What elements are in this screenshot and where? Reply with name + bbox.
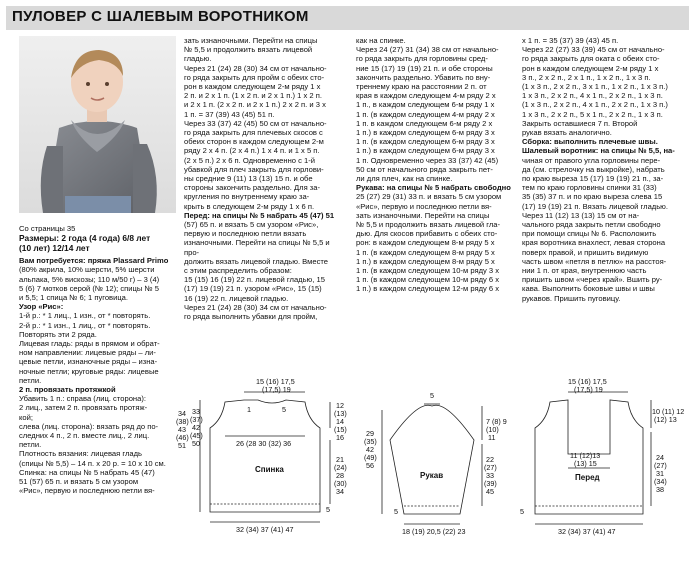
text-line: должить вязать лицевой гладью. Вместе (184, 256, 329, 266)
text-line: 2 п. провязать протяжкой (19, 385, 116, 395)
back-left-dim: 43 (178, 425, 186, 434)
text-line: Рукава: на спицы № 5 набрать свободно (356, 183, 511, 193)
text-line: крыть в следующем 2-м ряду 1 х 6 п. (184, 201, 315, 211)
text-line: треннему краю на расстоянии 2 п. от (356, 82, 487, 92)
sleeve-right-dim: (10) (486, 425, 499, 434)
front-cuff-dim: 5 (520, 507, 524, 516)
text-line: (1 х 3 п., 2 х 2 п., 4 х 1 п., 2 х 2 п., 1 х 3 п.) (522, 100, 668, 110)
text-line: да (см. стрелочку на выкройке), набрать (522, 164, 665, 174)
text-line: ние 15 (17) 19 (19) 21 п. и обе стороны (356, 63, 493, 73)
text-line: Сборка: выполнить плечевые швы. (522, 137, 658, 147)
sleeve-right-dim: 22 (486, 455, 494, 464)
page-title: ПУЛОВЕР С ШАЛЕВЫМ ВОРОТНИКОМ (12, 8, 309, 25)
text-line: (80% акрила, 10% шерсти, 5% шерсти (19, 265, 155, 275)
sleeve-right-dim: (27) (484, 463, 497, 472)
text-line: рукавов. Пришить пуговицу. (522, 293, 621, 303)
text-line: 2-й р.: * 1 изн., 1 лиц., от * повторять. (19, 320, 151, 330)
text-line: 1 п., в каждом следующем 6-м ряду 1 х (356, 100, 495, 110)
text-line: Через 24 (27) 31 (34) 38 см от начально- (356, 45, 499, 55)
front-right-dim: 38 (656, 485, 664, 494)
text-line: «Рис», первую и последнюю петли вя- (19, 486, 155, 496)
text-line: как на спинке. (356, 36, 406, 45)
text-line: дью. Для скосов прибавить с обеих сто- (356, 229, 498, 239)
text-line: 2 п. и 2 х 1 п. (1 х 2 п. и 2 х 1 п.) 1 х 2 п. (184, 91, 322, 101)
sleeve-left-dim: (35) (364, 437, 377, 446)
back-right-dim: 12 (336, 401, 344, 410)
back-left-dim: (37) (190, 415, 203, 424)
text-line: часть швом «петля в петлю» на расстоя- (522, 256, 667, 266)
text-line: 25 (27) 29 (31) 33 п. и вязать 5 см узором (356, 192, 502, 202)
text-line: 2 лиц., затем 2 п. провязать протяж- (19, 403, 148, 413)
back-right-dim: (13) (334, 409, 347, 418)
text-line: го ряда закрыть для плечевых скосов с (184, 128, 323, 138)
back-small-dim: 1 (247, 405, 251, 414)
text-line: 1 п. (в каждом следующем 4-м ряду 2 х (356, 109, 495, 119)
back-right-dim: (30) (334, 479, 347, 488)
text-line: 51 (57) 65 п. и вязать 5 см узором (19, 477, 139, 487)
text-line: следних 4 п., 2 п. вместе лиц., 2 лиц. (19, 431, 150, 441)
text-line: края в каждом следующем 4-м ряду 2 х (356, 91, 496, 101)
source-note: Со страницы 35 (19, 224, 76, 233)
text-line: цевые петли, изнаночные ряды – изна- (19, 357, 158, 367)
text-line: (2 х 5 п.) 2 х 6 п. Одновременно с 1-й (184, 155, 315, 165)
text-line: пришить швом «через край». Вшить ру- (522, 275, 663, 285)
text-line: го ряда закрыть для пройм с обеих сто- (184, 72, 325, 82)
back-left-dim: 42 (192, 423, 200, 432)
text-line: 15 (15) 16 (19) 22 п. лицевой гладью, 15 (184, 275, 325, 285)
front-top-dim-2: (17,5) 19 (574, 385, 603, 394)
front-right-dim: 31 (656, 469, 664, 478)
text-line: (17) 19 (19) 21 п. Вязать лицевой гладью. (522, 201, 668, 211)
text-line: Убавить 1 п.: справа (лиц. сторона): (19, 394, 146, 404)
sleeve-right-dim: 45 (486, 487, 494, 496)
text-line: закончить раздельно. Убавить по вну- (356, 72, 491, 82)
sleeve-label: Рукав (420, 471, 444, 480)
sleeve-right-dim: 11 (488, 433, 496, 442)
back-left-dim: 51 (178, 441, 186, 450)
text-line: альпака, 5% вискозы; 110 м/50 г) – 3 (4) (19, 274, 160, 284)
back-right-dim: 34 (336, 487, 344, 496)
text-line: Перед: на спицы № 5 набрать 45 (47) 51 (184, 210, 335, 220)
text-line: № 5,5 и продолжить вязать лицевой гла- (356, 220, 501, 230)
sleeve-left-dim: (49) (364, 453, 377, 462)
sleeve-left-dim: 29 (366, 429, 374, 438)
front-right-dim: (34) (654, 477, 667, 486)
text-line: № 5,5 и продолжить вязать лицевой (184, 45, 313, 55)
text-line: слева (лиц. сторона): вязать ряд до по- (19, 421, 159, 431)
text-line: стороны закончить раздельно. Для за- (184, 183, 321, 193)
back-left-dim: (45) (190, 431, 203, 440)
back-neck-dim: 5 (282, 405, 286, 414)
sleeve-outline (390, 405, 474, 514)
sleeve-bottom-dim: 18 (19) 20,5 (22) 23 (402, 527, 466, 536)
front-label: Перед (575, 473, 600, 482)
back-top-dim-2: (17,5) 19 (262, 385, 291, 394)
back-left-dim: 33 (192, 407, 200, 416)
text-line: 1 п. (в каждом следующем 10-м ряду 6 х (356, 275, 500, 285)
text-line: 16 (19) 22 п. лицевой гладью. (184, 293, 289, 303)
front-top-dim: 15 (16) 17,5 (568, 377, 607, 386)
text-line: первую и последнюю петли вязать (184, 229, 307, 239)
text-line: 50 см от начального ряда закрыть пет- (356, 164, 493, 174)
front-right-dim: 24 (656, 453, 664, 462)
back-right-dim: 28 (336, 471, 344, 480)
text-line: 5 (6) 7 мотков серой (№ 12); спицы № 5 (19, 283, 159, 293)
text-line: 3 п., 2 х 2 п., 2 х 1 п., 1 х 2 п., 1 х 3 п. (522, 72, 651, 82)
text-line: ночные петли; круговые ряды: лицевые (19, 366, 159, 376)
text-line: (17) 19 (19) 21 п. узором «Рис», 15 (15) (184, 284, 322, 294)
text-line: Плотность вязания: лицевая гладь (19, 449, 142, 459)
back-right-dim: (24) (334, 463, 347, 472)
text-line: Спинка: на спицы № 5 набрать 45 (47) (19, 467, 155, 477)
text-line: 1 п. (в каждом следующем 6-м ряду 3 х (356, 137, 495, 147)
text-line: ряду 2 х 4 п. (2 х 4 п.) 1 х 4 п. и 1 х 5 п. (184, 146, 320, 156)
text-line: обеих сторон в каждом следующем 2-м (184, 137, 324, 147)
text-line: 1 п. в каждом следующем 6-м ряду 2 х (356, 118, 493, 128)
text-line: Через 21 (24) 28 (30) 34 см от начально- (184, 63, 327, 73)
back-left-dim: 34 (178, 409, 186, 418)
text-line: го ряда закрыть для оката с обеих сто- (522, 54, 660, 64)
text-line: 1 п. = 37 (39) 43 (45) 51 п. (184, 109, 275, 119)
text-line: Лицевая гладь: ряды в прямом и обрат- (19, 339, 160, 349)
back-outline (210, 400, 320, 512)
text-line: Закрыть оставшиеся 7 п. Второй (522, 118, 638, 128)
text-line: «Рис», первую и последнюю петли вя- (356, 201, 492, 211)
back-label: Спинка (255, 465, 284, 474)
text-line: Узор «Рис»: (19, 302, 64, 312)
text-line: петли. (19, 440, 42, 450)
back-right-dim: (15) (334, 425, 347, 434)
sleeve-right-dim: (39) (484, 479, 497, 488)
text-line: зать изнаночными. Перейти на спицы (184, 36, 318, 45)
text-line: го ряда закрыть для горловины сред- (356, 54, 488, 64)
text-line: Повторять эти 2 ряда. (19, 329, 97, 339)
text-line: при помощи спицы № 6. Расположить (522, 229, 657, 239)
front-right-dim: 10 (11) 12 (652, 407, 685, 416)
front-right-dim: (12) 13 (654, 415, 677, 424)
sleeve-top-dim: 5 (430, 391, 434, 400)
text-line: края воротника внахлест, левая сторона (522, 238, 666, 248)
front-right-dim: (27) (654, 461, 667, 470)
text-line: Вам потребуется: пряжа Plassard Primo (19, 256, 169, 266)
text-line: рукав вязать аналогично. (522, 128, 612, 138)
text-line: кава. Выполнить боковые швы и швы (522, 284, 655, 294)
text-line: 1 п.) в каждом следующем 12-м ряду 6 х (356, 284, 500, 294)
text-line: 1 п.) в каждом следующем 6-м ряду 3 х (356, 146, 495, 156)
text-line: рон в каждом следующем 2-м ряду 1 х (184, 82, 321, 92)
text-line: 35 (35) 37 п. и по краю выреза слева 15 (522, 192, 663, 202)
text-line: 1 х 3 п., 2 х 2 п., 4 х 1 п., 2 х 2 п., 1 х 3 п. (522, 91, 663, 101)
back-right-dim: 16 (336, 433, 344, 442)
text-line: го ряда выполнить убавки для пройм, (184, 312, 318, 322)
back-bottom-dim: 32 (34) 37 (41) 47 (236, 525, 294, 534)
text-line: Через 21 (24) 28 (30) 34 см от начально- (184, 302, 327, 312)
text-line: 1 п. (в каждом следующем 8-м ряду 5 х (356, 247, 495, 257)
back-cuff-dim: 5 (326, 505, 330, 514)
text-line: ном направлении: лицевые ряды – ли- (19, 348, 156, 358)
back-chest-dim: 26 (28 30 (32) 36 (236, 439, 292, 448)
text-line: убавкой для плеч закрыть для горлови- (184, 164, 324, 174)
text-line: и 2 х 1 п. (2 х 2 п. и 2 х 1 п.) 2 х 2 п. и 3 х (184, 100, 326, 110)
text-line: х 1 п. = 35 (37) 39 (43) 45 п. (522, 36, 619, 45)
back-right-dim: 21 (336, 455, 344, 464)
text-line: Через 33 (37) 42 (45) 50 см от начально- (184, 118, 327, 128)
text-line: ли для плеч, как на спинке. (356, 174, 453, 184)
text-line: поверх правой, и пришить видимую (522, 247, 649, 257)
sleeve-cuff-dim: 5 (394, 507, 398, 516)
text-line: Через 22 (27) 33 (39) 45 см от начально- (522, 45, 665, 55)
text-line: 1-й р.: * 1 лиц., 1 изн., от * повторять. (19, 311, 151, 321)
front-inner-dim-2: (13) 15 (574, 459, 597, 468)
text-line: зать изнаночными. Перейти на спицы (356, 210, 490, 220)
back-left-dim: 50 (192, 439, 200, 448)
back-right-dim: 14 (336, 417, 344, 426)
back-left-dim: (38) (176, 417, 189, 426)
sleeve-right-dim: 33 (486, 471, 494, 480)
text-line: Через 11 (12) 13 (13) 15 см от на- (522, 210, 640, 220)
text-line: (спицы № 5,5) – 14 п. х 20 р. = 10 х 10 см. (19, 458, 166, 468)
text-line: чиная от правого угла горловины пере- (522, 155, 661, 165)
text-line: Шалевый воротник: на спицы № 5,5, на- (522, 146, 675, 156)
sleeve-left-dim: 56 (366, 461, 374, 470)
front-inner-dim: 11 (12)13 (570, 451, 601, 460)
text-line: кругления по внутреннему краю за- (184, 192, 310, 202)
text-line: кой; (19, 412, 33, 422)
sleeve-right-dim: 7 (8) 9 (486, 417, 507, 426)
text-line: рон: в каждом следующем 8-м ряду 5 х (356, 238, 495, 248)
text-line: изнаночными. Перейти на спицы № 5,5 и про- (184, 238, 330, 257)
text-line: 1 п. (в каждом следующем 10-м ряду 3 х (356, 266, 500, 276)
text-line: нии 1 п. от края, внутреннюю часть (522, 266, 647, 276)
text-line: и 5,5; 1 спица № 6; 1 пуговица. (19, 293, 129, 303)
front-bottom-dim: 32 (34) 37 (41) 47 (558, 527, 616, 536)
text-line: петли. (19, 375, 42, 385)
text-line: (1 х 3 п., 2 х 2 п., 3 х 1 п., 1 х 2 п., 1 х 3 п.) (522, 82, 668, 92)
text-line: ны средние 9 (11) 13 (13) 15 п. и обе (184, 174, 313, 184)
back-top-dim: 15 (16) 17,5 (256, 377, 295, 386)
text-line: с этим распределить образом: (184, 266, 292, 276)
sleeve-left-dim: 42 (366, 445, 374, 454)
text-line: по краю выреза 15 (17) 19 (19) 21 п., за- (522, 174, 664, 184)
back-left-dim: (46) (176, 433, 189, 442)
text-line: 1 п.) в каждом следующем 8-м ряду 5 х (356, 256, 495, 266)
text-line: (57) 65 п. и вязать 5 см узором «Рис», (184, 220, 319, 230)
text-line: 1 п. Одновременно через 33 (37) 42 (45) (356, 155, 499, 165)
text-line: 1 п.) в каждом следующем 6-м ряду 3 х (356, 128, 495, 138)
sizes-line-2: (10 лет) 12/14 лет (19, 243, 90, 254)
text-line: 1 х 3 п., 2 х 2 п., 5 х 1 п., 2 х 2 п., 1 х 3 п. (522, 109, 663, 119)
sizes-line-1: Размеры: 2 года (4 года) 6/8 лет (19, 233, 151, 244)
text-line: рон в каждом следующем 2-м ряду 1 х (522, 63, 659, 73)
text-line: тем по краю горловины спинки 31 (33) (522, 183, 657, 193)
text-line: гладью. (184, 54, 212, 64)
text-line: чального ряда закрыть петли свободно (522, 220, 661, 230)
